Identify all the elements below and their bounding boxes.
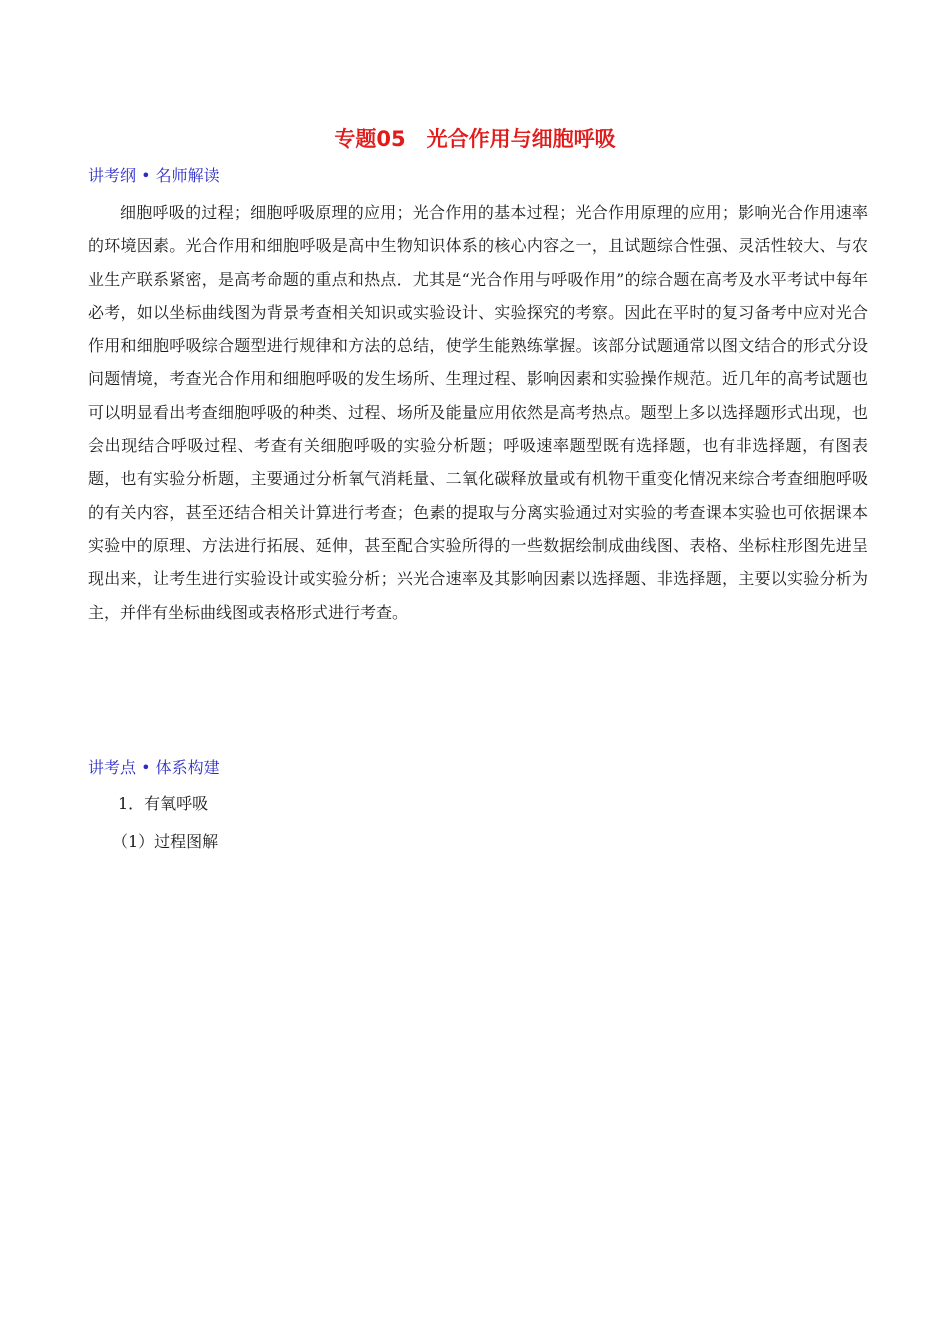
list-item-aerobic-respiration: 1．有氧呼吸 [118,794,209,813]
section-heading-syllabus: 讲考纲 • 名师解读 [88,166,220,185]
section-heading-knowledge: 讲考点 • 体系构建 [88,758,220,777]
intro-paragraph: 细胞呼吸的过程；细胞呼吸原理的应用；光合作用的基本过程；光合作用原理的应用；影响光合作用速率的环境因素。光合作用和细胞呼吸是高中生物知识体系的核心内容之一，且试题综合性强、灵活性较大、与农业生产联系紧密，是高考命题的重点和热点．尤其是“光合作用与呼吸作用”的综合题在高考及水平考试中每年必考，如以坐标曲线图为背景考查相关知识或实验设计、实验探究的考察。因此在平时的复习备考中应对光合作用和细胞呼吸综合题型进行规律和方法的总结，使学生能熟练掌握。该部分试题通常以图文结合的形式分设问题情境，考查光合作用和细胞呼吸的发生场所、生理过程、影响因素和实验操作规范。近几年的高考试题也可以明显看出考查细胞呼吸的种类、过程、场所及能量应用依然是高考热点。题型上多以选择题形式出现，也会出现结合呼吸过程、考查有关细胞呼吸的实验分析题；呼吸速率题型既有选择题，也有非选择题，有图表题，也有实验分析题，主要通过分析氧气消耗量、二氧化碳释放量或有机物干重变化情况来综合考查细胞呼吸的有关内容，甚至还结合相关计算进行考查；色素的提取与分离实验通过对实验的考查课本实验也可依据课本实验中的原理、方法进行拓展、延伸，甚至配合实验所得的一些数据绘制成曲线图、表格、坐标柱形图先进呈现出来，让考生进行实验设计或实验分析；兴光合速率及其影响因素以选择题、非选择题，主要以实验分析为主，并伴有坐标曲线图或表格形式进行考查。 [88,203,868,622]
document-title: 专题05 光合作用与细胞呼吸 [334,127,616,151]
list-item-process-diagram: （1）过程图解 [112,832,219,851]
